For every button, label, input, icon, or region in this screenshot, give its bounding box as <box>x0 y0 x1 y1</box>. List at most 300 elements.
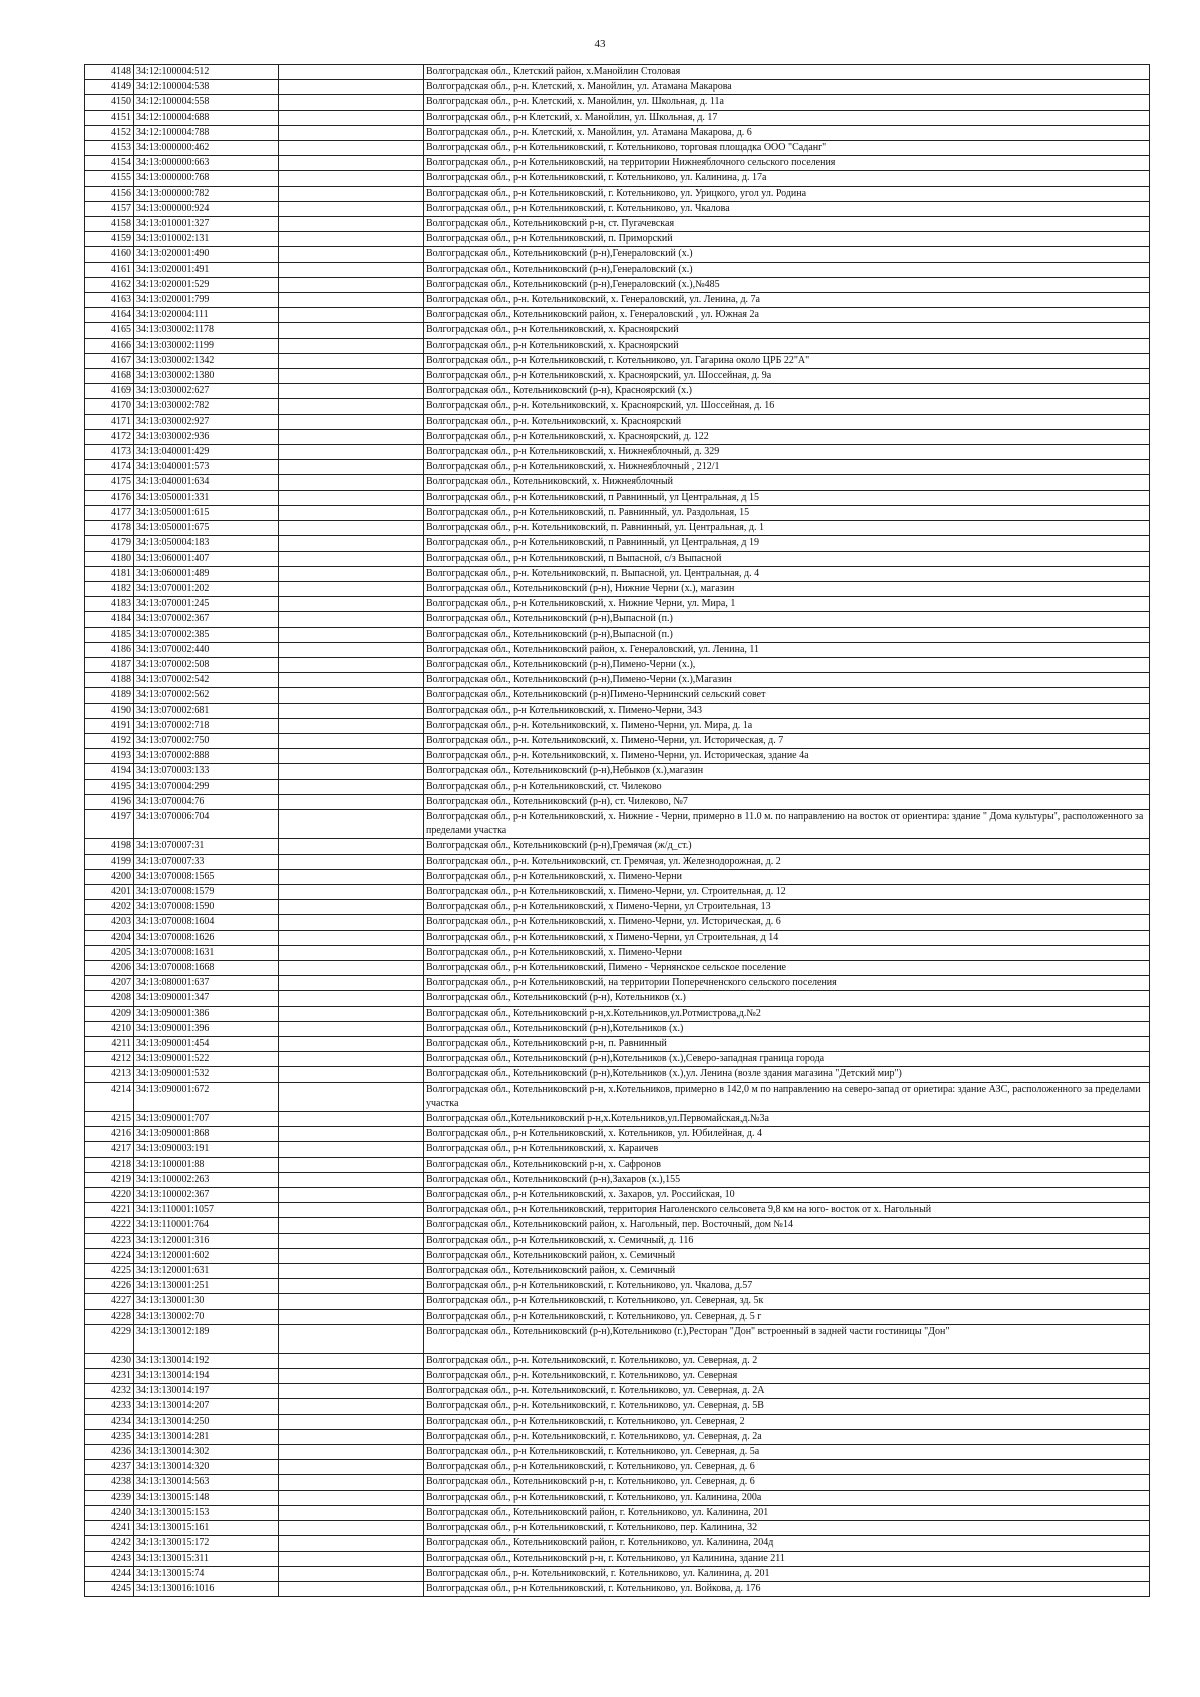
address-cell: Волгоградская обл., р-н. Котельниковский, х. Пимено-Черни, ул. Мира, д. 1а <box>424 718 1150 733</box>
cadastral-number-cell: 34:13:070002:440 <box>134 642 279 657</box>
row-number-cell: 4238 <box>85 1475 134 1490</box>
blank-cell <box>279 1460 424 1475</box>
blank-cell <box>279 688 424 703</box>
blank-cell <box>279 733 424 748</box>
address-cell: Волгоградская обл., Котельниковский (р-н), Красноярский (х.) <box>424 384 1150 399</box>
cadastral-number-cell: 34:13:010002:131 <box>134 232 279 247</box>
blank-cell <box>279 1429 424 1444</box>
blank-cell <box>279 1536 424 1551</box>
row-number-cell: 4228 <box>85 1309 134 1324</box>
table-row <box>85 1127 1150 1142</box>
address-cell: Волгоградская обл., р-н Котельниковский, на территории Нижнеяблочного сельского поселения <box>424 156 1150 171</box>
cadastral-number-cell: 34:13:100002:263 <box>134 1172 279 1187</box>
table-row <box>85 1324 1150 1353</box>
row-number-cell: 4226 <box>85 1279 134 1294</box>
blank-cell <box>279 1475 424 1490</box>
page-number: 43 <box>594 38 606 50</box>
blank-cell <box>279 186 424 201</box>
cadastral-number-cell: 34:13:070002:385 <box>134 627 279 642</box>
row-number-cell: 4230 <box>85 1353 134 1368</box>
address-cell: Волгоградская обл., р-н Котельниковский, г. Котельниково, ул. Северная, 2 <box>424 1414 1150 1429</box>
blank-cell <box>279 429 424 444</box>
cadastral-number-cell: 34:13:070008:1626 <box>134 930 279 945</box>
address-cell: Волгоградская обл., р-н Котельниковский, г. Котельниково, ул. Северная, д. 6 <box>424 1460 1150 1475</box>
blank-cell <box>279 1233 424 1248</box>
address-cell: Волгоградская обл., р-н. Котельниковский, г. Котельниково, ул. Северная, д. 5В <box>424 1399 1150 1414</box>
blank-cell <box>279 597 424 612</box>
address-cell: Волгоградская обл., Котельниковский р-н, х.Котельников, примерно в 142,0 м по направлению на северо-запад от ориетира: здание АЗС, расположенного за пределами участка <box>424 1082 1150 1111</box>
row-number-cell: 4213 <box>85 1067 134 1082</box>
cadastral-number-cell: 34:13:130014:250 <box>134 1414 279 1429</box>
row-number-cell: 4186 <box>85 642 134 657</box>
row-number-cell: 4187 <box>85 657 134 672</box>
row-number-cell: 4245 <box>85 1581 134 1596</box>
cadastral-number-cell: 34:12:100004:558 <box>134 95 279 110</box>
address-cell: Волгоградская обл., р-н Котельниковский, х. Караичев <box>424 1142 1150 1157</box>
row-number-cell: 4216 <box>85 1127 134 1142</box>
address-cell: Волгоградская обл., Котельниковский (р-н),Генераловский (х.) <box>424 247 1150 262</box>
table-row <box>85 884 1150 899</box>
table-row <box>85 429 1150 444</box>
blank-cell <box>279 1067 424 1082</box>
address-cell: Волгоградская обл., р-н. Котельниковский, г. Котельниково, ул. Калинина, д. 201 <box>424 1566 1150 1581</box>
address-cell: Волгоградская обл., р-н Котельниковский, на территории Поперечненского сельского поселения <box>424 976 1150 991</box>
cadastral-number-cell: 34:13:030002:936 <box>134 429 279 444</box>
address-cell: Волгоградская обл., р-н Котельниковский, г. Котельниково, ул. Урицкого, угол ул. Родина <box>424 186 1150 201</box>
table-row <box>85 475 1150 490</box>
cadastral-number-cell: 34:13:070008:1668 <box>134 960 279 975</box>
row-number-cell: 4157 <box>85 201 134 216</box>
address-cell: Волгоградская обл., р-н. Клетский, х. Манойлин, ул. Школьная, д. 11а <box>424 95 1150 110</box>
blank-cell <box>279 1082 424 1111</box>
row-number-cell: 4242 <box>85 1536 134 1551</box>
table-row <box>85 1384 1150 1399</box>
row-number-cell: 4243 <box>85 1551 134 1566</box>
row-number-cell: 4221 <box>85 1203 134 1218</box>
address-cell: Волгоградская обл., р-н. Котельниковский, х. Красноярский, ул. Шоссейная, д. 16 <box>424 399 1150 414</box>
blank-cell <box>279 369 424 384</box>
table-row <box>85 1067 1150 1082</box>
blank-cell <box>279 384 424 399</box>
row-number-cell: 4223 <box>85 1233 134 1248</box>
row-number-cell: 4175 <box>85 475 134 490</box>
table-row <box>85 733 1150 748</box>
address-cell: Волгоградская обл., р-н Котельниковский, х. Нижнеяблочный, д. 329 <box>424 445 1150 460</box>
address-cell: Волгоградская обл., р-н. Котельниковский, г. Котельниково, ул. Северная, д. 2а <box>424 1429 1150 1444</box>
cadastral-number-cell: 34:13:090001:347 <box>134 991 279 1006</box>
row-number-cell: 4212 <box>85 1052 134 1067</box>
row-number-cell: 4163 <box>85 293 134 308</box>
table-row <box>85 703 1150 718</box>
row-number-cell: 4209 <box>85 1006 134 1021</box>
blank-cell <box>279 1445 424 1460</box>
cadastral-number-cell: 34:13:070006:704 <box>134 809 279 838</box>
address-cell: Волгоградская обл., р-н Клетский, х. Манойлин, ул. Школьная, д. 17 <box>424 110 1150 125</box>
address-cell: Волгоградская обл., Котельниковский (р-н),Выпасной (п.) <box>424 612 1150 627</box>
blank-cell <box>279 1324 424 1353</box>
address-cell: Волгоградская обл., р-н. Котельниковский, х. Генераловский, ул. Ленина, д. 7а <box>424 293 1150 308</box>
row-number-cell: 4220 <box>85 1188 134 1203</box>
table-row <box>85 247 1150 262</box>
blank-cell <box>279 293 424 308</box>
row-number-cell: 4161 <box>85 262 134 277</box>
blank-cell <box>279 1521 424 1536</box>
table-row <box>85 1264 1150 1279</box>
table-row <box>85 1429 1150 1444</box>
table-row <box>85 369 1150 384</box>
row-number-cell: 4154 <box>85 156 134 171</box>
cadastral-number-cell: 34:13:090001:707 <box>134 1112 279 1127</box>
row-number-cell: 4170 <box>85 399 134 414</box>
blank-cell <box>279 445 424 460</box>
blank-cell <box>279 1369 424 1384</box>
row-number-cell: 4184 <box>85 612 134 627</box>
blank-cell <box>279 657 424 672</box>
row-number-cell: 4177 <box>85 505 134 520</box>
table-row <box>85 156 1150 171</box>
cadastral-number-cell: 34:13:130014:302 <box>134 1445 279 1460</box>
cadastral-number-cell: 34:13:130001:251 <box>134 1279 279 1294</box>
row-number-cell: 4185 <box>85 627 134 642</box>
blank-cell <box>279 353 424 368</box>
registry-table-body <box>85 65 1150 1597</box>
table-row <box>85 1172 1150 1187</box>
row-number-cell: 4159 <box>85 232 134 247</box>
address-cell: Волгоградская обл., Котельниковский (р-н),Гремячая (ж/д_ст.) <box>424 839 1150 854</box>
table-row <box>85 1445 1150 1460</box>
cadastral-number-cell: 34:13:130001:30 <box>134 1294 279 1309</box>
row-number-cell: 4224 <box>85 1248 134 1263</box>
cadastral-number-cell: 34:13:090001:454 <box>134 1037 279 1052</box>
address-cell: Волгоградская обл., р-н Котельниковский, г. Котельниково, ул. Гагарина около ЦРБ 22"А" <box>424 353 1150 368</box>
row-number-cell: 4207 <box>85 976 134 991</box>
table-row <box>85 171 1150 186</box>
table-row <box>85 141 1150 156</box>
address-cell: Волгоградская обл., р-н Котельниковский, х. Захаров, ул. Российская, 10 <box>424 1188 1150 1203</box>
address-cell: Волгоградская обл., р-н Котельниковский, х Пимено-Черни, ул Строительная, 13 <box>424 900 1150 915</box>
address-cell: Волгоградская обл., р-н Котельниковский, х. Котельников, ул. Юбилейная, д. 4 <box>424 1127 1150 1142</box>
cadastral-number-cell: 34:13:070002:750 <box>134 733 279 748</box>
row-number-cell: 4197 <box>85 809 134 838</box>
address-cell: Волгоградская обл., Котельниковский (р-н)Пимено-Чернинский сельский совет <box>424 688 1150 703</box>
blank-cell <box>279 1309 424 1324</box>
table-row <box>85 323 1150 338</box>
cadastral-number-cell: 34:13:030002:1380 <box>134 369 279 384</box>
address-cell: Волгоградская обл., Котельниковский (р-н),Котельников (х.),Северо-западная граница города <box>424 1052 1150 1067</box>
table-row <box>85 1248 1150 1263</box>
cadastral-number-cell: 34:13:130014:192 <box>134 1353 279 1368</box>
address-cell: Волгоградская обл., Котельниковский (р-н),Котельников (х.),ул. Ленина (возле здания магазина "Детский мир") <box>424 1067 1150 1082</box>
address-cell: Волгоградская обл., р-н Котельниковский, х. Пимено-Черни, ул. Историческая, д. 6 <box>424 915 1150 930</box>
row-number-cell: 4189 <box>85 688 134 703</box>
table-row <box>85 293 1150 308</box>
row-number-cell: 4148 <box>85 65 134 80</box>
address-cell: Волгоградская обл., р-н Котельниковский, х. Красноярский <box>424 338 1150 353</box>
address-cell: Волгоградская обл., Котельниковский (р-н),Небыков (х.),магазин <box>424 764 1150 779</box>
address-cell: Волгоградская обл., р-н. Котельниковский, ст. Гремячая, ул. Железнодорожная, д. 2 <box>424 854 1150 869</box>
address-cell: Волгоградская обл., р-н Котельниковский, г. Котельниково, ул. Северная, зд. 5к <box>424 1294 1150 1309</box>
cadastral-number-cell: 34:13:070002:562 <box>134 688 279 703</box>
table-row <box>85 232 1150 247</box>
address-cell: Волгоградская обл., Котельниковский, х. Нижнеяблочный <box>424 475 1150 490</box>
blank-cell <box>279 839 424 854</box>
table-row <box>85 445 1150 460</box>
blank-cell <box>279 141 424 156</box>
row-number-cell: 4210 <box>85 1021 134 1036</box>
blank-cell <box>279 854 424 869</box>
blank-cell <box>279 991 424 1006</box>
cadastral-number-cell: 34:13:130015:311 <box>134 1551 279 1566</box>
row-number-cell: 4204 <box>85 930 134 945</box>
blank-cell <box>279 277 424 292</box>
table-row <box>85 809 1150 838</box>
address-cell: Волгоградская обл., Котельниковский (р-н), Нижние Черни (х.), магазин <box>424 581 1150 596</box>
row-number-cell: 4222 <box>85 1218 134 1233</box>
address-cell: Волгоградская обл., Котельниковский (р-н),Пимено-Черни (х.),Магазин <box>424 673 1150 688</box>
table-row <box>85 1536 1150 1551</box>
address-cell: Волгоградская обл., Котельниковский (р-н),Котельников (х.) <box>424 1021 1150 1036</box>
table-row <box>85 612 1150 627</box>
blank-cell <box>279 718 424 733</box>
blank-cell <box>279 521 424 536</box>
blank-cell <box>279 794 424 809</box>
cadastral-number-cell: 34:13:040001:429 <box>134 445 279 460</box>
row-number-cell: 4199 <box>85 854 134 869</box>
table-row <box>85 764 1150 779</box>
row-number-cell: 4169 <box>85 384 134 399</box>
cadastral-number-cell: 34:13:130014:563 <box>134 1475 279 1490</box>
cadastral-number-cell: 34:13:130014:194 <box>134 1369 279 1384</box>
cadastral-number-cell: 34:13:130002:70 <box>134 1309 279 1324</box>
blank-cell <box>279 884 424 899</box>
row-number-cell: 4183 <box>85 597 134 612</box>
cadastral-number-cell: 34:12:100004:538 <box>134 80 279 95</box>
blank-cell <box>279 642 424 657</box>
address-cell: Волгоградская обл., р-н Котельниковский, г. Котельниково, пер. Калинина, 32 <box>424 1521 1150 1536</box>
row-number-cell: 4227 <box>85 1294 134 1309</box>
blank-cell <box>279 1006 424 1021</box>
address-cell: Волгоградская обл., р-н. Котельниковский, п. Выпасной, ул. Центральная, д. 4 <box>424 566 1150 581</box>
row-number-cell: 4152 <box>85 125 134 140</box>
row-number-cell: 4166 <box>85 338 134 353</box>
blank-cell <box>279 475 424 490</box>
table-row <box>85 794 1150 809</box>
table-row <box>85 1279 1150 1294</box>
address-cell: Волгоградская обл., р-н Котельниковский, х. Нижние - Черни, примерно в 11.0 м. по направлению на восток от ориентира: здание " Дома культуры", расположенного за пределами участка <box>424 809 1150 838</box>
blank-cell <box>279 217 424 232</box>
address-cell: Волгоградская обл., р-н Котельниковский, х. Семичный, д. 116 <box>424 1233 1150 1248</box>
table-row <box>85 414 1150 429</box>
row-number-cell: 4162 <box>85 277 134 292</box>
cadastral-number-cell: 34:13:090001:522 <box>134 1052 279 1067</box>
table-row <box>85 597 1150 612</box>
cadastral-number-cell: 34:13:020001:490 <box>134 247 279 262</box>
table-row <box>85 110 1150 125</box>
row-number-cell: 4237 <box>85 1460 134 1475</box>
blank-cell <box>279 1172 424 1187</box>
row-number-cell: 4151 <box>85 110 134 125</box>
cadastral-number-cell: 34:13:120001:631 <box>134 1264 279 1279</box>
blank-cell <box>279 930 424 945</box>
blank-cell <box>279 232 424 247</box>
blank-cell <box>279 1248 424 1263</box>
address-cell: Волгоградская обл., р-н Котельниковский, х. Красноярский <box>424 323 1150 338</box>
cadastral-number-cell: 34:13:070002:681 <box>134 703 279 718</box>
address-cell: Волгоградская обл., р-н Котельниковский, х. Пимено-Черни, 343 <box>424 703 1150 718</box>
row-number-cell: 4232 <box>85 1384 134 1399</box>
row-number-cell: 4188 <box>85 673 134 688</box>
cadastral-number-cell: 34:13:030002:1199 <box>134 338 279 353</box>
cadastral-number-cell: 34:13:000000:462 <box>134 141 279 156</box>
cadastral-number-cell: 34:13:090001:672 <box>134 1082 279 1111</box>
row-number-cell: 4180 <box>85 551 134 566</box>
table-row <box>85 536 1150 551</box>
address-cell: Волгоградская обл., р-н Котельниковский, х. Пимено-Черни <box>424 945 1150 960</box>
blank-cell <box>279 156 424 171</box>
cadastral-number-cell: 34:13:130016:1016 <box>134 1581 279 1596</box>
cadastral-number-cell: 34:13:070007:31 <box>134 839 279 854</box>
table-row <box>85 673 1150 688</box>
blank-cell <box>279 1127 424 1142</box>
cadastral-number-cell: 34:13:070008:1590 <box>134 900 279 915</box>
cadastral-number-cell: 34:13:030002:627 <box>134 384 279 399</box>
row-number-cell: 4173 <box>85 445 134 460</box>
table-row <box>85 1566 1150 1581</box>
row-number-cell: 4160 <box>85 247 134 262</box>
cadastral-number-cell: 34:13:070003:133 <box>134 764 279 779</box>
table-row <box>85 1294 1150 1309</box>
address-cell: Волгоградская обл., р-н Котельниковский, г. Котельниково, ул. Чкалова <box>424 201 1150 216</box>
blank-cell <box>279 1037 424 1052</box>
table-row <box>85 976 1150 991</box>
blank-cell <box>279 80 424 95</box>
cadastral-number-cell: 34:13:060001:407 <box>134 551 279 566</box>
row-number-cell: 4244 <box>85 1566 134 1581</box>
blank-cell <box>279 673 424 688</box>
blank-cell <box>279 945 424 960</box>
address-cell: Волгоградская обл., р-н. Котельниковский, г. Котельниково, ул. Северная <box>424 1369 1150 1384</box>
cadastral-number-cell: 34:13:040001:573 <box>134 460 279 475</box>
address-cell: Волгоградская обл., р-н Котельниковский, г. Котельниково, ул. Войкова, д. 176 <box>424 1581 1150 1596</box>
blank-cell <box>279 1384 424 1399</box>
table-row <box>85 581 1150 596</box>
cadastral-number-cell: 34:13:100002:367 <box>134 1188 279 1203</box>
table-row <box>85 186 1150 201</box>
blank-cell <box>279 1218 424 1233</box>
table-row <box>85 262 1150 277</box>
blank-cell <box>279 703 424 718</box>
address-cell: Волгоградская обл., р-н Котельниковский, г. Котельниково, торговая площадка ООО "Саданг" <box>424 141 1150 156</box>
cadastral-number-cell: 34:13:070008:1565 <box>134 869 279 884</box>
table-row <box>85 1551 1150 1566</box>
table-row <box>85 930 1150 945</box>
cadastral-number-cell: 34:13:020001:799 <box>134 293 279 308</box>
address-cell: Волгоградская обл., Котельниковский р-н, х. Сафронов <box>424 1157 1150 1172</box>
table-row <box>85 65 1150 80</box>
row-number-cell: 4194 <box>85 764 134 779</box>
cadastral-number-cell: 34:13:020001:529 <box>134 277 279 292</box>
table-row <box>85 521 1150 536</box>
row-number-cell: 4156 <box>85 186 134 201</box>
table-row <box>85 839 1150 854</box>
cadastral-number-cell: 34:13:070002:542 <box>134 673 279 688</box>
table-row <box>85 80 1150 95</box>
row-number-cell: 4178 <box>85 521 134 536</box>
row-number-cell: 4172 <box>85 429 134 444</box>
blank-cell <box>279 749 424 764</box>
row-number-cell: 4171 <box>85 414 134 429</box>
blank-cell <box>279 581 424 596</box>
blank-cell <box>279 490 424 505</box>
address-cell: Волгоградская обл., р-н Котельниковский, х Пимено-Черни, ул Строительная, д 14 <box>424 930 1150 945</box>
address-cell: Волгоградская обл., Клетский район, х.Манойлин Столовая <box>424 65 1150 80</box>
address-cell: Волгоградская обл., р-н. Котельниковский, г. Котельниково, ул. Северная, д. 2 <box>424 1353 1150 1368</box>
address-cell: Волгоградская обл., Котельниковский р-н, г. Котельниково, ул. Северная, д. 6 <box>424 1475 1150 1490</box>
table-row <box>85 991 1150 1006</box>
address-cell: Волгоградская обл., Котельниковский район, х. Семичный <box>424 1264 1150 1279</box>
row-number-cell: 4206 <box>85 960 134 975</box>
cadastral-number-cell: 34:13:110001:1057 <box>134 1203 279 1218</box>
blank-cell <box>279 612 424 627</box>
table-row <box>85 125 1150 140</box>
address-cell: Волгоградская обл., Котельниковский р-н,х.Котельников,ул.Ротмистрова,д.№2 <box>424 1006 1150 1021</box>
row-number-cell: 4231 <box>85 1369 134 1384</box>
table-row <box>85 1353 1150 1368</box>
cadastral-number-cell: 34:13:070004:299 <box>134 779 279 794</box>
cadastral-number-cell: 34:13:070002:367 <box>134 612 279 627</box>
row-number-cell: 4217 <box>85 1142 134 1157</box>
table-row <box>85 642 1150 657</box>
cadastral-number-cell: 34:13:070008:1604 <box>134 915 279 930</box>
cadastral-number-cell: 34:13:130015:74 <box>134 1566 279 1581</box>
blank-cell <box>279 1188 424 1203</box>
table-row <box>85 749 1150 764</box>
blank-cell <box>279 1264 424 1279</box>
blank-cell <box>279 1566 424 1581</box>
row-number-cell: 4235 <box>85 1429 134 1444</box>
table-row <box>85 1218 1150 1233</box>
table-row <box>85 627 1150 642</box>
row-number-cell: 4225 <box>85 1264 134 1279</box>
blank-cell <box>279 869 424 884</box>
table-row <box>85 566 1150 581</box>
table-row <box>85 95 1150 110</box>
blank-cell <box>279 308 424 323</box>
row-number-cell: 4195 <box>85 779 134 794</box>
blank-cell <box>279 1551 424 1566</box>
table-row <box>85 915 1150 930</box>
blank-cell <box>279 1112 424 1127</box>
blank-cell <box>279 95 424 110</box>
blank-cell <box>279 125 424 140</box>
cadastral-number-cell: 34:13:030002:1342 <box>134 353 279 368</box>
table-row <box>85 1460 1150 1475</box>
row-number-cell: 4218 <box>85 1157 134 1172</box>
table-row <box>85 1581 1150 1596</box>
address-cell: Волгоградская обл., р-н Котельниковский, х. Пимено-Черни, ул. Строительная, д. 12 <box>424 884 1150 899</box>
blank-cell <box>279 65 424 80</box>
row-number-cell: 4240 <box>85 1505 134 1520</box>
address-cell: Волгоградская обл., р-н Котельниковский, х. Нижние Черни, ул. Мира, 1 <box>424 597 1150 612</box>
cadastral-number-cell: 34:13:050004:183 <box>134 536 279 551</box>
table-row <box>85 308 1150 323</box>
address-cell: Волгоградская обл., Котельниковский (р-н),Пимено-Черни (х.), <box>424 657 1150 672</box>
address-cell: Волгоградская обл., р-н. Котельниковский, х. Пимено-Черни, ул. Историческая, здание 4а <box>424 749 1150 764</box>
blank-cell <box>279 566 424 581</box>
address-cell: Волгоградская обл.,Котельниковский р-н,х.Котельников,ул.Первомайская,д.№3а <box>424 1112 1150 1127</box>
blank-cell <box>279 1279 424 1294</box>
address-cell: Волгоградская обл., р-н Котельниковский, п Равнинный, ул Центральная, д 19 <box>424 536 1150 551</box>
